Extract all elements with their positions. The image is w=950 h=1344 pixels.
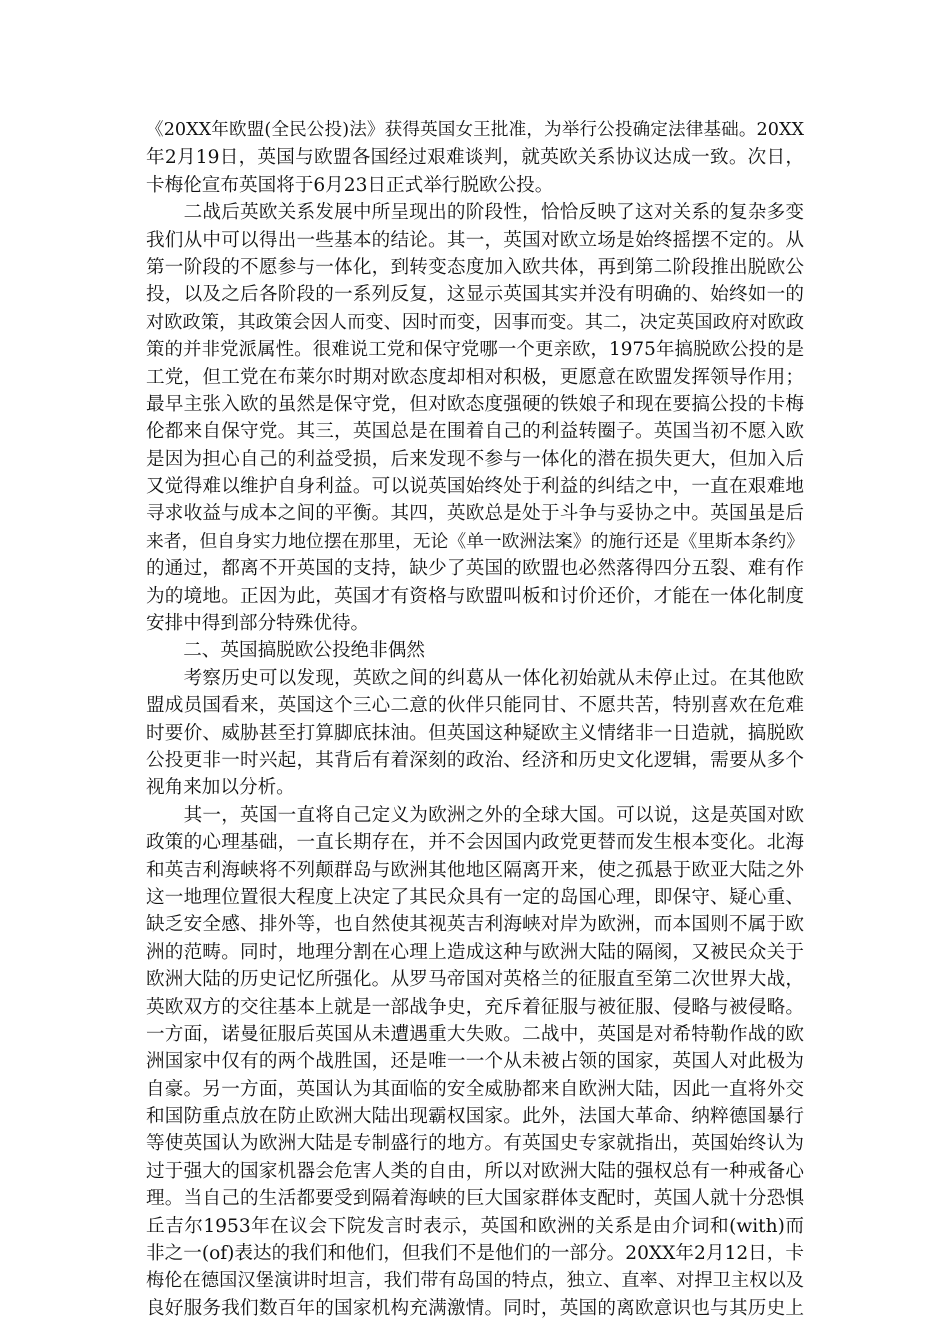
text-line: 欧洲大陆的历史记忆所强化。从罗马帝国对英格兰的征服直至第二次世界大战， [146,969,804,991]
text-line: 二战后英欧关系发展中所呈现出的阶段性，恰恰反映了这对关系的复杂多变 [146,202,804,224]
text-line: 卡梅伦宣布英国将于6月23日正式举行脱欧公投。 [146,174,554,196]
text-line: 过于强大的国家机器会危害人类的自由，所以对欧洲大陆的强权总有一种戒备心 [146,1160,804,1182]
text-line: 考察历史可以发现，英欧之间的纠葛从一体化初始就从未停止过。在其他欧 [146,667,804,689]
text-line: 梅伦在德国汉堡演讲时坦言，我们带有岛国的特点，独立、直率、对捍卫主权以及 [146,1270,804,1292]
text-line: 理。当自己的生活都要受到隔着海峡的巨大国家群体支配时，英国人就十分恐惧 [146,1188,804,1210]
text-line: 非之一(of)表达的我们和他们，但我们不是他们的一部分。20XX年2月12日，卡 [146,1243,804,1265]
text-line: 是因为担心自己的利益受损，后来发现不参与一体化的潜在损失更大，但加入后 [146,448,804,470]
text-line: 英欧双方的交往基本上就是一部战争史，充斥着征服与被征服、侵略与被侵略。 [146,996,804,1018]
text-line: 投，以及之后各阶段的一系列反复，这显示英国其实并没有明确的、始终如一的 [146,284,804,306]
text-line: 洲国家中仅有的两个战胜国，还是唯一一个从未被占领的国家，英国人对此极为 [146,1051,804,1073]
text-line: 伦都来自保守党。其三，英国总是在围着自己的利益转圈子。英国当初不愿入欧 [146,421,804,443]
text-line: 公投更非一时兴起，其背后有着深刻的政治、经济和历史文化逻辑，需要从多个 [146,749,804,771]
text-line: 工党，但工党在布莱尔时期对欧态度却相对积极，更愿意在欧盟发挥领导作用； [146,366,804,388]
text-line: 缺乏安全感、排外等，也自然使其视英吉利海峡对岸为欧洲，而本国则不属于欧 [146,914,804,936]
text-line: 视角来加以分析。 [146,777,295,799]
text-line: 等使英国认为欧洲大陆是专制盛行的地方。有英国史专家就指出，英国始终认为 [146,1133,804,1155]
text-line: 的通过，都离不开英国的支持，缺少了英国的欧盟也必然落得四分五裂、难有作 [146,558,804,580]
text-line: 和英吉利海峡将不列颠群岛与欧洲其他地区隔离开来，使之孤悬于欧亚大陆之外 [146,859,804,881]
text-line: 盟成员国看来，英国这个三心二意的伙伴只能同甘、不愿共苦，特别喜欢在危难 [146,695,804,717]
text-line: 最早主张入欧的虽然是保守党，但对欧态度强硬的铁娘子和现在要搞公投的卡梅 [146,393,804,415]
text-line: 政策的心理基础，一直长期存在，并不会因国内政党更替而发生根本变化。北海 [146,832,804,854]
text-line: 《20XX年欧盟(全民公投)法》获得英国女王批准，为举行公投确定法律基础。20XX [146,120,804,140]
text-line: 又觉得难以维护自身利益。可以说英国始终处于利益的纠结之中，一直在艰难地 [146,476,804,498]
text-line: 第一阶段的不愿参与一体化，到转变态度加入欧共体，再到第二阶段推出脱欧公 [146,256,804,278]
text-line: 我们从中可以得出一些基本的结论。其一，英国对欧立场是始终摇摆不定的。从 [146,229,804,251]
text-line: 其一，英国一直将自己定义为欧洲之外的全球大国。可以说，这是英国对欧 [146,804,804,826]
document-page [146,117,804,1322]
text-line: 洲的范畴。同时，地理分割在心理上造成这种与欧洲大陆的隔阂，又被民众关于 [146,941,804,963]
text-line: 一方面，诺曼征服后英国从未遭遇重大失败。二战中，英国是对希特勒作战的欧 [146,1023,804,1045]
text-line: 时要价、威胁甚至打算脚底抹油。但英国这种疑欧主义情绪非一日造就，搞脱欧 [146,722,804,744]
text-line: 年2月19日，英国与欧盟各国经过艰难谈判，就英欧关系协议达成一致。次日， [146,147,804,169]
text-line: 来者，但自身实力地位摆在那里，无论《单一欧洲法案》的施行还是《里斯本条约》 [146,530,804,552]
text-line: 寻求收益与成本之间的平衡。其四，英欧总是处于斗争与妥协之中。英国虽是后 [146,503,804,525]
text-line: 和国防重点放在防止欧洲大陆出现霸权国家。此外，法国大革命、纳粹德国暴行 [146,1106,804,1128]
text-line: 策的并非党派属性。很难说工党和保守党哪一个更亲欧，1975年搞脱欧公投的是 [146,339,804,361]
text-line: 这一地理位置很大程度上决定了其民众具有一定的岛国心理，即保守、疑心重、 [146,886,804,908]
text-line: 二、英国搞脱欧公投绝非偶然 [146,640,425,662]
text-line: 对欧政策，其政策会因人而变、因时而变，因事而变。其二，决定英国政府对欧政 [146,311,804,333]
text-line: 良好服务我们数百年的国家机构充满激情。同时，英国的离欧意识也与其历史上 [146,1297,804,1319]
text-line: 为的境地。正因为此，英国才有资格与欧盟叫板和讨价还价，才能在一体化制度 [146,585,804,607]
text-line: 安排中得到部分特殊优待。 [146,613,370,635]
text-line: 自豪。另一方面，英国认为其面临的安全威胁都来自欧洲大陆，因此一直将外交 [146,1078,804,1100]
text-line: 丘吉尔1953年在议会下院发言时表示，英国和欧洲的关系是由介词和(with)而 [146,1215,804,1237]
